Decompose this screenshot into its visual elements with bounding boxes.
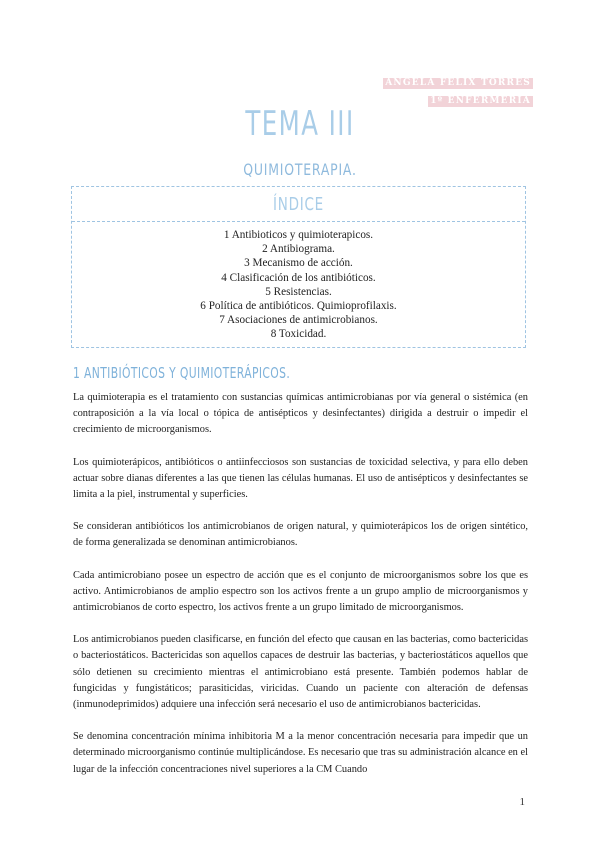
index-item: 6 Política de antibióticos. Quimioprofilaxis.: [200, 300, 397, 313]
index-item: 4 Clasificación de los antibióticos.: [221, 271, 376, 284]
page-title: TEMA III: [245, 104, 355, 144]
index-divider: [72, 221, 525, 222]
index-item: 7 Asociaciones de antimicrobianos.: [219, 314, 378, 327]
author-name: ANGELA FÉLIX TORRES: [385, 78, 531, 88]
paragraph: La quimioterapia es el tratamiento con sustancias químicas antimicrobianas por vía general o sistémica (en contraposición a la vía local o tópica de antisépticos y desinfectantes) dirigida a destruir o impedir el crecimiento de microorganismos.: [73, 392, 528, 436]
index-box: [71, 186, 526, 348]
index-heading: ÍNDICE: [273, 194, 324, 215]
index-item: 3 Mecanismo de acción.: [244, 257, 353, 270]
paragraph: Se consideran antibióticos los antimicrobianos de origen natural, y quimioterápicos los de origen sintético, de forma generalizada se denominan antimicrobianos.: [73, 521, 528, 549]
paragraph: Los antimicrobianos pueden clasificarse, en función del efecto que causan en las bacterias, como bactericidas o bacteriostáticos. Bactericidas son aquellos capaces de destruir las bacterias, y bacteriostáticos aquellos que sólo detienen su crecimiento mientras el antimicrobiano está presente. También podemos hablar de fungicidas y fungistáticos; parasiticidas, viricidas. Cuando un paciente con alteración de defensas (inmunodeprimidos) adquiere una infección será necesario el uso de antimicrobianos bactericidas.: [73, 634, 528, 711]
page-number: 1: [519, 796, 525, 808]
section-heading: 1 ANTIBIÓTICOS Y QUIMIOTERÁPICOS.: [73, 364, 291, 382]
paragraph: Cada antimicrobiano posee un espectro de acción que es el conjunto de microorganismos sobre los que es activo. Antimicrobianos de amplio espectro son los activos frente a un grupo amplio de microorganismos y antimicrobianos de corto espectro, los activos frente a un grupo limitado de microorganismos.: [73, 569, 528, 614]
index-item: 8 Toxicidad.: [270, 328, 327, 341]
index-list: [72, 228, 525, 342]
author-program: 1º ENFERMERÍA: [430, 96, 531, 106]
paragraph: Los quimioterápicos, antibióticos o antiinfecciosos son sustancias de toxicidad selectiva, y para ello deben actuar sobre dianas diferentes a las que tienen las células humanas. El uso de antisépticos y desinfectantes se limita a la piel, instrumental y superficies.: [73, 456, 528, 501]
index-item: 1 Antibioticos y quimioterapicos.: [223, 229, 374, 241]
index-item: 2 Antibiograma.: [262, 243, 335, 256]
paragraph: Se denomina concentración mínima inhibitoria M a la menor concentración necesaria para impedir que un determinado microorganismo continúe multiplicándose. Es necesario que tras su administración alcance en el lugar de la infección concentraciones nivel superiores a la CM Cuando: [73, 731, 528, 775]
index-item: 5 Resistencias.: [265, 285, 332, 298]
page-subtitle: QUIMIOTERAPIA.: [243, 160, 357, 179]
section-body: [73, 390, 528, 794]
author-stamp: [383, 72, 533, 108]
